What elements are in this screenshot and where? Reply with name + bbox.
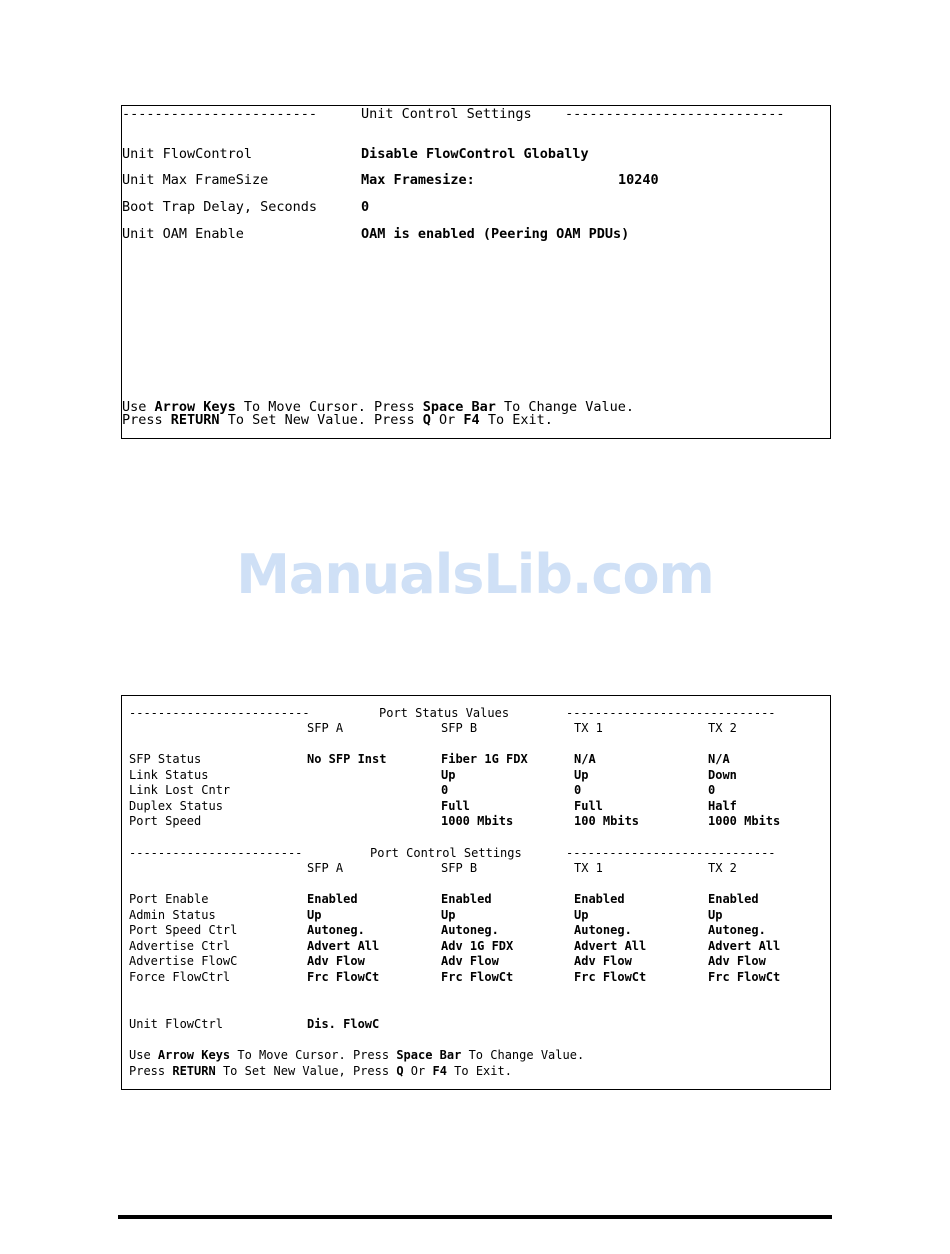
- status-cell: Up: [441, 767, 456, 782]
- help-text: Or: [430, 412, 464, 428]
- control-cell[interactable]: Frc FlowCt: [574, 970, 647, 984]
- help-line-2: [122, 412, 553, 428]
- unit-oam-enable-value[interactable]: OAM is enabled (Peering OAM PDUs): [361, 226, 630, 242]
- unit-flowcontrol-value[interactable]: Disable FlowControl Globally: [361, 146, 589, 162]
- help-key-arrow-keys: Arrow Keys: [154, 399, 236, 415]
- control-row-label: Port Enable: [129, 892, 209, 906]
- help-text: To Exit.: [446, 1064, 512, 1078]
- status-cell: Fiber 1G FDX: [441, 752, 528, 766]
- status-cell: N/A: [574, 752, 596, 766]
- header-dashes-left: ------------------------: [122, 106, 318, 122]
- help-text: Use: [122, 399, 155, 415]
- column-header-sfp-b: SFP B: [441, 721, 478, 735]
- column-header-tx-1: TX 1: [574, 721, 603, 735]
- status-row-label: Link Lost Cntr: [129, 783, 231, 798]
- help-line-2: [129, 1064, 512, 1078]
- control-cell[interactable]: Up: [441, 907, 456, 922]
- status-header-dashes-left: -------------------------: [129, 706, 310, 720]
- column-header-tx-1: TX 1: [574, 861, 603, 875]
- status-cell: 100 Mbits: [574, 814, 640, 829]
- help-text: To Move Cursor. Press: [235, 399, 423, 415]
- help-key-return: RETURN: [172, 1064, 216, 1078]
- help-text: To Change Value.: [495, 399, 635, 415]
- unit-flowctrl-label: Unit FlowCtrl: [129, 1017, 223, 1031]
- unit-flowcontrol-label: Unit FlowControl: [122, 146, 253, 162]
- unit-control-settings-screen: [121, 105, 831, 439]
- max-framesize-number[interactable]: 10240: [618, 172, 659, 188]
- status-header-dashes-right: -----------------------------: [566, 706, 776, 720]
- control-cell[interactable]: Autoneg.: [574, 923, 632, 938]
- unit-flowctrl-value[interactable]: Dis. FlowC: [307, 1017, 380, 1031]
- control-cell[interactable]: Frc FlowCt: [307, 970, 380, 984]
- control-header-dashes-right: -----------------------------: [566, 846, 776, 860]
- footer-rule: [118, 1215, 832, 1219]
- control-cell[interactable]: Enabled: [441, 892, 492, 906]
- status-cell: Full: [441, 798, 470, 813]
- control-cell[interactable]: Advert All: [307, 938, 380, 953]
- watermark: ManualsLib.com: [236, 543, 714, 606]
- unit-max-framesize-value[interactable]: Max Framesize:: [361, 172, 475, 188]
- column-header-sfp-b: SFP B: [441, 861, 478, 875]
- help-key-space-bar: Space Bar: [396, 1048, 462, 1062]
- control-cell[interactable]: Adv 1G FDX: [441, 938, 514, 953]
- status-cell: 0: [708, 783, 716, 798]
- status-row-label: SFP Status: [129, 752, 202, 766]
- column-header-sfp-a: SFP A: [307, 861, 344, 875]
- port-control-title: Port Control Settings: [370, 846, 522, 860]
- control-cell[interactable]: Adv Flow: [441, 954, 499, 969]
- status-cell: 1000 Mbits: [708, 814, 781, 829]
- control-cell[interactable]: Frc FlowCt: [708, 970, 781, 984]
- control-header-dashes-left: ------------------------: [129, 846, 303, 860]
- help-text: To Change Value.: [461, 1048, 585, 1062]
- control-cell[interactable]: Autoneg.: [441, 923, 499, 938]
- control-cell[interactable]: Advert All: [574, 938, 647, 953]
- header-dashes-right: ---------------------------: [565, 106, 785, 122]
- status-row-label: Port Speed: [129, 814, 202, 829]
- unit-max-framesize-label: Unit Max FrameSize: [122, 172, 269, 188]
- control-row-label: Advertise Ctrl: [129, 938, 231, 953]
- status-cell: No SFP Inst: [307, 752, 387, 766]
- control-cell[interactable]: Up: [307, 907, 322, 922]
- column-header-sfp-a: SFP A: [307, 721, 344, 735]
- help-key-space-bar: Space Bar: [422, 399, 496, 415]
- screen-title: Unit Control Settings: [361, 106, 532, 122]
- help-text: To Set New Value, Press: [215, 1064, 397, 1078]
- control-cell[interactable]: Enabled: [708, 892, 759, 906]
- control-cell[interactable]: Adv Flow: [307, 954, 365, 969]
- port-status-title: Port Status Values: [379, 706, 510, 720]
- control-cell[interactable]: Adv Flow: [574, 954, 632, 969]
- control-cell[interactable]: Enabled: [307, 892, 358, 906]
- status-cell: Down: [708, 767, 737, 782]
- column-header-tx-2: TX 2: [708, 861, 737, 875]
- control-cell[interactable]: Autoneg.: [708, 923, 766, 938]
- help-key-q: Q: [422, 412, 431, 428]
- control-row-label: Advertise FlowC: [129, 954, 238, 969]
- control-row-label: Force FlowCtrl: [129, 970, 231, 984]
- status-cell: 1000 Mbits: [441, 814, 514, 829]
- help-key-f4: F4: [432, 1064, 447, 1078]
- control-cell[interactable]: Up: [708, 907, 723, 922]
- help-text: Press: [129, 1064, 173, 1078]
- status-cell: 0: [441, 783, 449, 798]
- help-text: To Set New Value. Press: [219, 412, 423, 428]
- control-cell[interactable]: Enabled: [574, 892, 625, 906]
- help-key-arrow-keys: Arrow Keys: [157, 1048, 231, 1062]
- help-key-f4: F4: [463, 412, 480, 428]
- help-text: To Exit.: [479, 412, 553, 428]
- control-cell[interactable]: Up: [574, 907, 589, 922]
- help-key-q: Q: [396, 1064, 404, 1078]
- status-row-label: Duplex Status: [129, 798, 223, 813]
- status-cell: 0: [574, 783, 582, 798]
- control-cell[interactable]: Adv Flow: [708, 954, 766, 969]
- boot-trap-delay-value[interactable]: 0: [361, 199, 370, 215]
- status-cell: Up: [574, 767, 589, 782]
- control-cell[interactable]: Autoneg.: [307, 923, 365, 938]
- help-text: Press: [122, 412, 171, 428]
- column-header-tx-2: TX 2: [708, 721, 737, 735]
- control-row-label: Port Speed Ctrl: [129, 923, 238, 938]
- help-text: Or: [403, 1064, 433, 1078]
- status-cell: N/A: [708, 752, 730, 766]
- unit-oam-enable-label: Unit OAM Enable: [122, 226, 244, 242]
- control-cell[interactable]: Frc FlowCt: [441, 970, 514, 984]
- control-cell[interactable]: Advert All: [708, 938, 781, 953]
- help-text: Use: [129, 1048, 158, 1062]
- status-cell: Full: [574, 798, 603, 813]
- control-row-label: Admin Status: [129, 907, 216, 922]
- status-row-label: Link Status: [129, 767, 209, 782]
- help-text: To Move Cursor. Press: [230, 1048, 397, 1062]
- boot-trap-delay-label: Boot Trap Delay, Seconds: [122, 199, 318, 215]
- port-status-screen: [121, 695, 831, 1090]
- status-cell: Half: [708, 798, 737, 813]
- help-line-1: [129, 1048, 584, 1062]
- help-key-return: RETURN: [170, 412, 220, 428]
